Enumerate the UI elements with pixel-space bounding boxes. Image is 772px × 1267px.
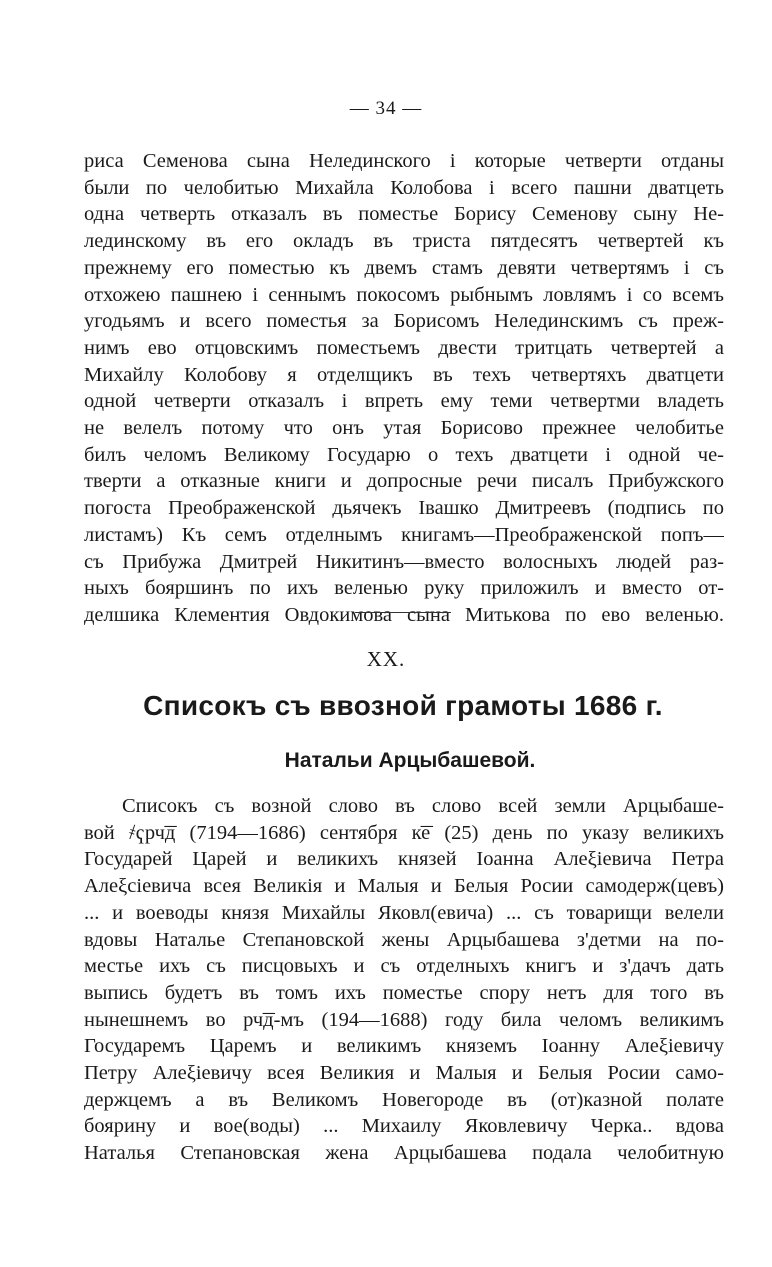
text-line: делшика Клементия Овдокимова сына Митькова по ево веленью. bbox=[84, 603, 724, 626]
text-line: билъ челомъ Великому Государю о техъ дватцети і одной че- bbox=[84, 443, 724, 466]
document-body bbox=[84, 793, 724, 1167]
text-line: Алеξсіевича всея Великія и Малыя и Белыя Росии самодерж(цевъ) bbox=[84, 875, 724, 898]
text-line: съ Прибужа Дмитрей Никитинъ—вместо волосныхъ людей раз- bbox=[84, 550, 724, 573]
page-number: — 34 — bbox=[349, 98, 423, 119]
text-line: местье ихъ съ писцовыхъ и съ отделныхъ книгъ и з'дачъ дать bbox=[84, 955, 724, 978]
text-line: нынешнемъ во рч͞д-мъ (194—1688) году била челомъ великимъ bbox=[84, 1008, 724, 1031]
text-line: лединскому въ его окладъ въ триста пятдесятъ четвертей къ bbox=[84, 230, 724, 253]
text-line: держцемъ а въ Великомъ Новегороде въ (от)казной полате bbox=[84, 1088, 724, 1111]
text-line: Списокъ съ возной слово въ слово всей земли Арцыбаше- bbox=[122, 795, 724, 817]
text-line: Петру Алеξіевичу всея Великия и Малыя и Белыя Росии само- bbox=[84, 1062, 724, 1085]
text-line: листамъ) Къ семъ отделнымъ книгамъ—Преображенской попъ— bbox=[84, 523, 724, 546]
section-number: XX. bbox=[366, 647, 406, 671]
text-line: риса Семенова сына Нелединского і которые четверти отданы bbox=[84, 150, 724, 172]
continuation-text bbox=[84, 148, 724, 629]
text-line: ... и воеводы князя Михайлы Яковл(евича) ... съ товарищи велели bbox=[84, 901, 724, 924]
section-divider bbox=[355, 612, 451, 613]
document-subtitle: Натальи Арцыбашевой. bbox=[284, 749, 536, 772]
text-line: нимъ ево отцовскимъ поместьемъ двести тритцать четвертей а bbox=[84, 336, 724, 359]
text-line: Государемъ Царемъ и великимъ княземъ Іоанну Алеξіевичу bbox=[84, 1035, 724, 1058]
text-line: прежнему его поместью къ двемъ стамъ девяти четвертямъ і съ bbox=[84, 256, 724, 279]
text-line: Михайлу Колобову я отделщикъ въ техъ четвертяхъ дватцети bbox=[84, 363, 724, 386]
text-line: Наталья Степановская жена Арцыбашева подала челобитную bbox=[84, 1142, 724, 1165]
text-line: не велелъ потому что онъ утая Борисово прежнее челобитье bbox=[84, 417, 724, 440]
text-line: одна четверть отказалъ въ поместье Борису Семенову сыну Не- bbox=[84, 203, 724, 226]
text-line: угодьямъ и всего поместья за Борисомъ Нелединскимъ съ преж- bbox=[84, 310, 724, 333]
text-line: выпись будетъ въ томъ ихъ поместье спору нетъ для того въ bbox=[84, 981, 724, 1004]
text-line: погоста Преображенской дьячекъ Івашко Дмитреевъ (подпись по bbox=[84, 497, 724, 520]
text-line: боярину и вое(воды) ... Михаилу Яковлевичу Черка.. вдова bbox=[84, 1115, 724, 1138]
text-line: ныхъ бояршинъ по ихъ веленью руку приложилъ и вместо от- bbox=[84, 577, 724, 600]
text-line: одной четверти отказалъ і впреть ему теми четвертми владеть bbox=[84, 390, 724, 413]
text-line: отхожею пашнею і сеннымъ покосомъ рыбнымъ ловлямъ і со всемъ bbox=[84, 283, 724, 306]
text-line: Государей Царей и великихъ князей Іоанна Алеξіевича Петра bbox=[84, 848, 724, 871]
text-line: вдовы Наталье Степановской жены Арцыбашева з'детми на по- bbox=[84, 928, 724, 951]
text-line: были по челобитью Михайла Колобова і всего пашни дватцеть bbox=[84, 176, 724, 199]
document-title: Списокъ съ ввозной грамоты 1686 г. bbox=[143, 690, 663, 721]
text-line: вой ҂ҁрч͞д (7194—1686) сентября к͞е (25) день по указу великихъ bbox=[84, 821, 724, 844]
text-line: тверти а отказные книги и допросные речи писалъ Прибужского bbox=[84, 470, 724, 493]
